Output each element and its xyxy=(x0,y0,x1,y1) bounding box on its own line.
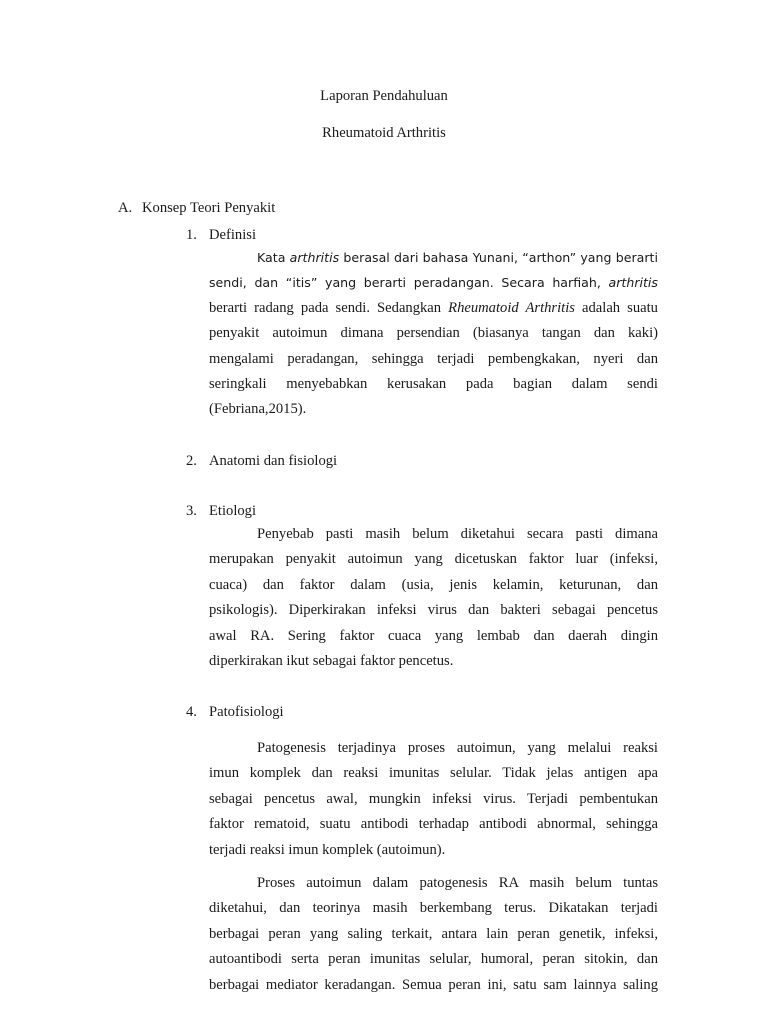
item-title: Etiologi xyxy=(209,503,257,519)
paragraph-line: Kata arthritis berasal dari bahasa Yunani, “arthon” yang berarti xyxy=(257,250,658,265)
item-heading-etiologi xyxy=(186,501,256,521)
paragraph-line: penyakit autoimun dimana persendian (biasanya tangan dan kaki) xyxy=(209,325,658,342)
item-number: 3. xyxy=(186,503,197,519)
paragraph-line: Proses autoimun dalam patogenesis RA masih belum tuntas xyxy=(257,875,658,891)
item-title: Definisi xyxy=(209,227,257,243)
paragraph-line: berarti radang pada sendi. Sedangkan Rheumatoid Arthritis adalah suatu xyxy=(209,299,658,316)
paragraph-line: imun komplek dan reaksi imunitas selular. Tidak jelas antigen apa xyxy=(209,765,658,782)
paragraph-line: diketahui, dan teorinya masih berkembang terus. Dikatakan terjadi xyxy=(209,900,658,917)
paragraph-line: terjadi reaksi imun komplek (autoimun). xyxy=(209,841,446,858)
item-title: Anatomi dan fisiologi xyxy=(209,453,338,469)
paragraph-line: (Febriana,2015). xyxy=(209,401,307,418)
section-a-heading xyxy=(118,198,275,218)
paragraph-line: merupakan penyakit autoimun yang dicetuskan faktor luar (infeksi, xyxy=(209,551,658,568)
paragraph-line: autoantibodi serta peran imunitas selular, humoral, peran sitokin, dan xyxy=(209,951,658,968)
paragraph-line: berbagai peran yang saling terkait, antara lain peran genetik, infeksi, xyxy=(209,925,658,942)
item-heading-patofisiologi xyxy=(186,702,284,722)
paragraph-line: Patogenesis terjadinya proses autoimun, yang melalui reaksi xyxy=(257,740,658,756)
paragraph-line: berbagai mediator keradangan. Semua peran ini, satu sam lainnya saling xyxy=(209,976,658,993)
paragraph-line: diperkirakan ikut sebagai faktor pencetus. xyxy=(209,653,454,670)
item-number: 1. xyxy=(186,227,197,243)
item-number: 4. xyxy=(186,704,197,720)
italic-term: Rheumatoid Arthritis xyxy=(448,299,575,316)
item-heading-anatomi xyxy=(186,451,337,471)
paragraph-line: seringkali menyebabkan kerusakan pada bagian dalam sendi xyxy=(209,376,658,393)
italic-term: arthritis xyxy=(289,250,340,265)
paragraph-line: Penyebab pasti masih belum diketahui secara pasti dimana xyxy=(257,526,658,542)
section-title: Konsep Teori Penyakit xyxy=(142,200,276,216)
italic-term: arthritis xyxy=(608,275,658,291)
section-label: A. xyxy=(118,200,133,216)
paragraph-line: mengalami peradangan, sehingga terjadi pembengkakan, nyeri dan xyxy=(209,350,658,367)
paragraph-line: psikologis). Diperkirakan infeksi virus dan bakteri sebagai pencetus xyxy=(209,602,658,619)
item-title: Patofisiologi xyxy=(209,704,284,720)
paragraph-line: sendi, dan “itis” yang berarti peradangan. Secara harfiah, arthritis xyxy=(209,275,658,291)
document-title: Laporan Pendahuluan xyxy=(320,88,448,104)
paragraph-line: sebagai pencetus awal, mungkin infeksi virus. Terjadi pembentukan xyxy=(209,790,658,807)
paragraph-definisi xyxy=(209,245,658,423)
paragraph-patofisiologi-1 xyxy=(209,736,658,863)
document-subtitle: Rheumatoid Arthritis xyxy=(322,125,446,141)
item-number: 2. xyxy=(186,453,197,469)
paragraph-etiologi xyxy=(209,522,658,674)
item-heading-definisi xyxy=(186,225,256,245)
paragraph-line: faktor rematoid, suatu antibodi terhadap antibodi abnormal, sehingga xyxy=(209,816,658,833)
paragraph-patofisiologi-2 xyxy=(209,871,658,998)
paragraph-line: cuaca) dan faktor dalam (usia, jenis kelamin, keturunan, dan xyxy=(209,576,658,593)
paragraph-line: awal RA. Sering faktor cuaca yang lembab dan daerah dingin xyxy=(209,627,658,644)
